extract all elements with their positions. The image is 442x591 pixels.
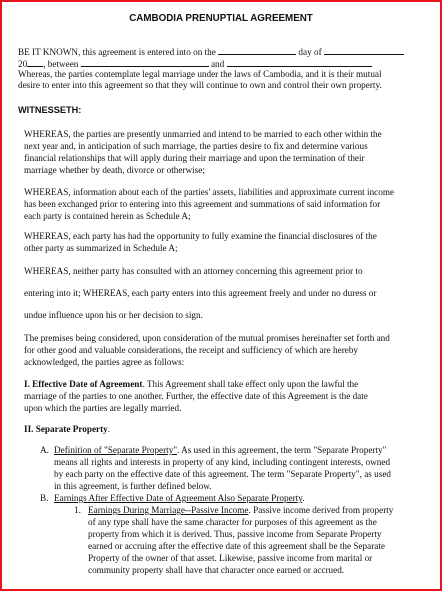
witnesseth-heading: WITNESSETH: [18,105,82,115]
item-a-line: means all rights and interests in property of any kind, including contingent interests, owned [54,457,391,467]
whereas-4-line: WHEREAS, neither party has consulted with an attorney concerning this agreement prior to [24,266,363,276]
item-a-text: . As used in this agreement, the term "Separate Property" [177,445,387,455]
premises-line: The premises being considered, upon consideration of the mutual promises hereinafter set forth and [24,333,390,343]
intro-text: and [210,59,225,69]
section-2-line [24,424,110,435]
premises-line: acknowledged, the parties agree as follows: [24,357,185,367]
item-b1-line: community property shall have that character once earned or accrued. [88,565,345,575]
item-a-marker: A. [40,445,49,455]
item-b-line [40,493,305,504]
item-b1-line: Property of the owner of that asset. Likewise, passive income from marital or [88,553,373,563]
party-two-blank[interactable] [227,58,372,67]
whereas-4-line: entering into it; WHEREAS, each party enters into this agreement freely and under no duress or [24,288,377,298]
party-one-blank[interactable] [81,58,209,67]
intro-line-3: Whereas, the parties contemplate legal marriage under the laws of Cambodia, and it is their mutual [18,69,382,79]
day-blank[interactable] [324,46,404,55]
item-b-title: Earnings After Effective Date of Agreement Also Separate Property [54,493,303,503]
intro-text: day of [298,47,322,57]
item-b1-line: earned or accruing after the effective date of this agreement shall be the Separate [88,541,385,551]
item-b1-line: property from which it is derived. Thus, passive income from Separate Property [88,529,382,539]
item-b-end: . [302,493,305,503]
whereas-1-line: marriage whether by death, divorce or otherwise; [24,165,205,175]
whereas-3-line: WHEREAS, each party has had the opportunity to fully examine the financial disclosures of the [24,231,377,241]
date-blank[interactable] [218,46,296,55]
section-1-line: upon which the parties are legally married. [24,403,182,413]
item-a-line: by each party on the effective date of this agreement. The term "Separate Property", as used [54,469,392,479]
whereas-2-line: each party is contained herein as Schedule A; [24,211,191,221]
section-2-heading: II. Separate Property [24,424,108,434]
intro-text: , between [43,59,79,69]
item-b1-line: of any type shall have the same character for purposes of this agreement as the [88,517,377,527]
whereas-3-line: other party as summarized in Schedule A; [24,243,178,253]
whereas-2-line: has been exchanged prior to entering into this agreement and summations of said information for [24,199,381,209]
section-1-text: . This Agreement shall take effect only upon the lawful the [142,379,359,389]
item-b1-marker: 1. [74,505,81,515]
item-b-marker: B. [40,493,49,503]
year-blank[interactable] [27,58,43,67]
intro-text: BE IT KNOWN, this agreement is entered into on the [18,47,216,57]
section-1-heading: I. Effective Date of Agreement [24,379,143,389]
section-2-heading-end: . [107,424,111,434]
year-prefix: 20 [18,59,28,69]
intro-line-1 [18,46,404,58]
item-a-title: Definition of "Separate Property" [54,445,178,455]
item-b1-title: Earnings During Marriage--Passive Income [88,505,249,515]
whereas-1-line: WHEREAS, the parties are presently unmarried and intend to be married to each other within the [24,129,382,139]
item-a-line [40,445,386,456]
whereas-1-line: financial relationships that will apply during their marriage and upon the termination of their [24,153,365,163]
page-title: CAMBODIA PRENUPTIAL AGREEMENT [129,13,313,24]
whereas-1-line: next year and, in anticipation of such marriage, the parties desire to fix and determine various [24,141,368,151]
item-a-line: in this agreement, is further defined below. [54,481,212,491]
section-1-line [24,379,358,390]
whereas-4-line: undue influence upon his or her decision to sign. [24,310,203,320]
section-1-line: marriage of the parties to one another. Further, the effective date of this Agreement is the date [24,391,368,401]
premises-line: for other good and valuable considerations, the receipt and sufficiency of which are hereby [24,345,359,355]
whereas-2-line: WHEREAS, information about each of the parties' assets, liabilities and approximate current income [24,187,395,197]
item-b1-line [74,505,393,516]
item-b1-text: . Passive income derived from property [248,505,394,515]
intro-line-4: desire to enter into this agreement so that they will continue to own and control their own property. [18,80,382,90]
